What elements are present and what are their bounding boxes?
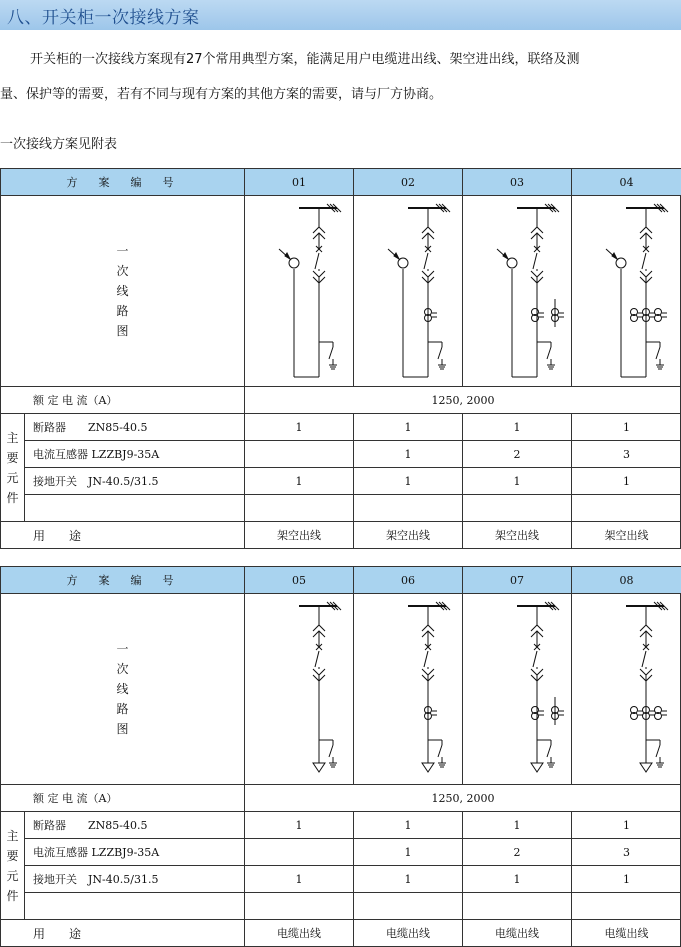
rated-current-label: 额 定 电 流（A）: [1, 387, 245, 414]
blank-qty-02: [354, 495, 463, 522]
blank-qty-04: [572, 495, 681, 522]
main-components-label: [1, 414, 25, 522]
breaker-qty-03: 1: [463, 414, 572, 441]
earth-switch-qty-03: 1: [463, 468, 572, 495]
main-components-char: 要: [6, 450, 19, 465]
breaker-qty-02: 1: [354, 414, 463, 441]
circuit-diagram-06: [354, 594, 463, 785]
ct-qty-07: 2: [463, 839, 572, 866]
intro-line-1: 开关柜的一次接线方案现有27个常用典型方案，能满足用户电缆进出线、架空进出线，联络及测: [30, 52, 580, 67]
diagram-label-char: 图: [116, 722, 129, 736]
diagram-label-char: 路: [116, 702, 129, 716]
ct-qty-08: 3: [572, 839, 681, 866]
main-components-char: 要: [6, 848, 19, 863]
section-header: [0, 0, 681, 30]
breaker-label: 断路器 ZN85-40.5: [25, 812, 245, 839]
diagram-label-char: 线: [116, 682, 129, 696]
rated-current-value: 1250, 2000: [245, 785, 681, 812]
ct-label: 电流互感器 LZZBJ9-35A: [25, 441, 245, 468]
blank-qty-01: [245, 495, 354, 522]
breaker-qty-01: 1: [245, 414, 354, 441]
usage-08: 电缆出线: [572, 920, 681, 947]
usage-05: 电缆出线: [245, 920, 354, 947]
circuit-diagram-svg: [487, 199, 567, 384]
circuit-diagram-01: [245, 196, 354, 387]
main-components-char: 件: [6, 490, 19, 505]
diagram-label-char: 次: [116, 662, 129, 676]
earth-switch-qty-08: 1: [572, 866, 681, 893]
blank-qty-05: [245, 893, 354, 920]
circuit-diagram-05: [245, 594, 354, 785]
diagram-label-char: 路: [116, 304, 129, 318]
breaker-qty-07: 1: [463, 812, 572, 839]
section-title: 八、开关柜一次接线方案: [7, 8, 200, 28]
ct-label: 电流互感器 LZZBJ9-35A: [25, 839, 245, 866]
breaker-qty-04: 1: [572, 414, 681, 441]
scheme-no-01: 01: [245, 169, 354, 196]
scheme-no-05: 05: [245, 567, 354, 594]
circuit-diagram-svg: [596, 597, 676, 782]
earth-switch-qty-04: 1: [572, 468, 681, 495]
circuit-diagram-02: [354, 196, 463, 387]
scheme-no-07: 07: [463, 567, 572, 594]
table-caption: 一次接线方案见附表: [0, 137, 118, 152]
breaker-qty-08: 1: [572, 812, 681, 839]
circuit-diagram-svg: [596, 199, 676, 384]
earth-switch-qty-07: 1: [463, 866, 572, 893]
blank-label: [25, 495, 245, 522]
usage-02: 架空出线: [354, 522, 463, 549]
rated-current-value: 1250, 2000: [245, 387, 681, 414]
earth-switch-qty-01: 1: [245, 468, 354, 495]
blank-qty-07: [463, 893, 572, 920]
scheme-table-1: [0, 168, 681, 549]
circuit-diagram-08: [572, 594, 681, 785]
ct-qty-06: 1: [354, 839, 463, 866]
diagram-label-char: 线: [116, 284, 129, 298]
usage-06: 电缆出线: [354, 920, 463, 947]
main-components-char: 件: [6, 888, 19, 903]
blank-label: [25, 893, 245, 920]
usage-01: 架空出线: [245, 522, 354, 549]
usage-03: 架空出线: [463, 522, 572, 549]
circuit-diagram-svg: [378, 199, 458, 384]
breaker-qty-06: 1: [354, 812, 463, 839]
usage-04: 架空出线: [572, 522, 681, 549]
main-components-char: 主: [6, 430, 19, 445]
diagram-label-char: 图: [116, 324, 129, 338]
circuit-diagram-03: [463, 196, 572, 387]
scheme-no-header: 方 案 编 号: [1, 169, 245, 196]
ct-qty-05: [245, 839, 354, 866]
ct-qty-03: 2: [463, 441, 572, 468]
diagram-label: [1, 594, 245, 785]
circuit-diagram-svg: [487, 597, 567, 782]
usage-07: 电缆出线: [463, 920, 572, 947]
circuit-diagram-svg: [269, 597, 349, 782]
main-components-char: 主: [6, 828, 19, 843]
breaker-qty-05: 1: [245, 812, 354, 839]
circuit-diagram-svg: [378, 597, 458, 782]
blank-qty-06: [354, 893, 463, 920]
rated-current-label: 额 定 电 流（A）: [1, 785, 245, 812]
breaker-label: 断路器 ZN85-40.5: [25, 414, 245, 441]
scheme-no-06: 06: [354, 567, 463, 594]
main-components-char: 元: [6, 470, 19, 485]
ct-qty-04: 3: [572, 441, 681, 468]
earth-switch-label: 接地开关 JN-40.5/31.5: [25, 866, 245, 893]
scheme-no-08: 08: [572, 567, 681, 594]
earth-switch-qty-06: 1: [354, 866, 463, 893]
scheme-no-header: 方 案 编 号: [1, 567, 245, 594]
circuit-diagram-07: [463, 594, 572, 785]
circuit-diagram-svg: [269, 199, 349, 384]
ct-qty-01: [245, 441, 354, 468]
main-components-char: 元: [6, 868, 19, 883]
intro-line-2: 量、保护等的需要，若有不同与现有方案的其他方案的需要，请与厂方协商。: [0, 87, 443, 102]
ct-qty-02: 1: [354, 441, 463, 468]
scheme-no-03: 03: [463, 169, 572, 196]
circuit-diagram-04: [572, 196, 681, 387]
earth-switch-qty-02: 1: [354, 468, 463, 495]
blank-qty-08: [572, 893, 681, 920]
diagram-label: [1, 196, 245, 387]
diagram-label-char: 一: [116, 244, 129, 258]
earth-switch-label: 接地开关 JN-40.5/31.5: [25, 468, 245, 495]
scheme-table-2: [0, 566, 681, 947]
main-components-label: [1, 812, 25, 920]
usage-label: 用 途: [1, 920, 245, 947]
scheme-no-04: 04: [572, 169, 681, 196]
usage-label: 用 途: [1, 522, 245, 549]
diagram-label-char: 次: [116, 264, 129, 278]
earth-switch-qty-05: 1: [245, 866, 354, 893]
diagram-label-char: 一: [116, 642, 129, 656]
blank-qty-03: [463, 495, 572, 522]
scheme-no-02: 02: [354, 169, 463, 196]
